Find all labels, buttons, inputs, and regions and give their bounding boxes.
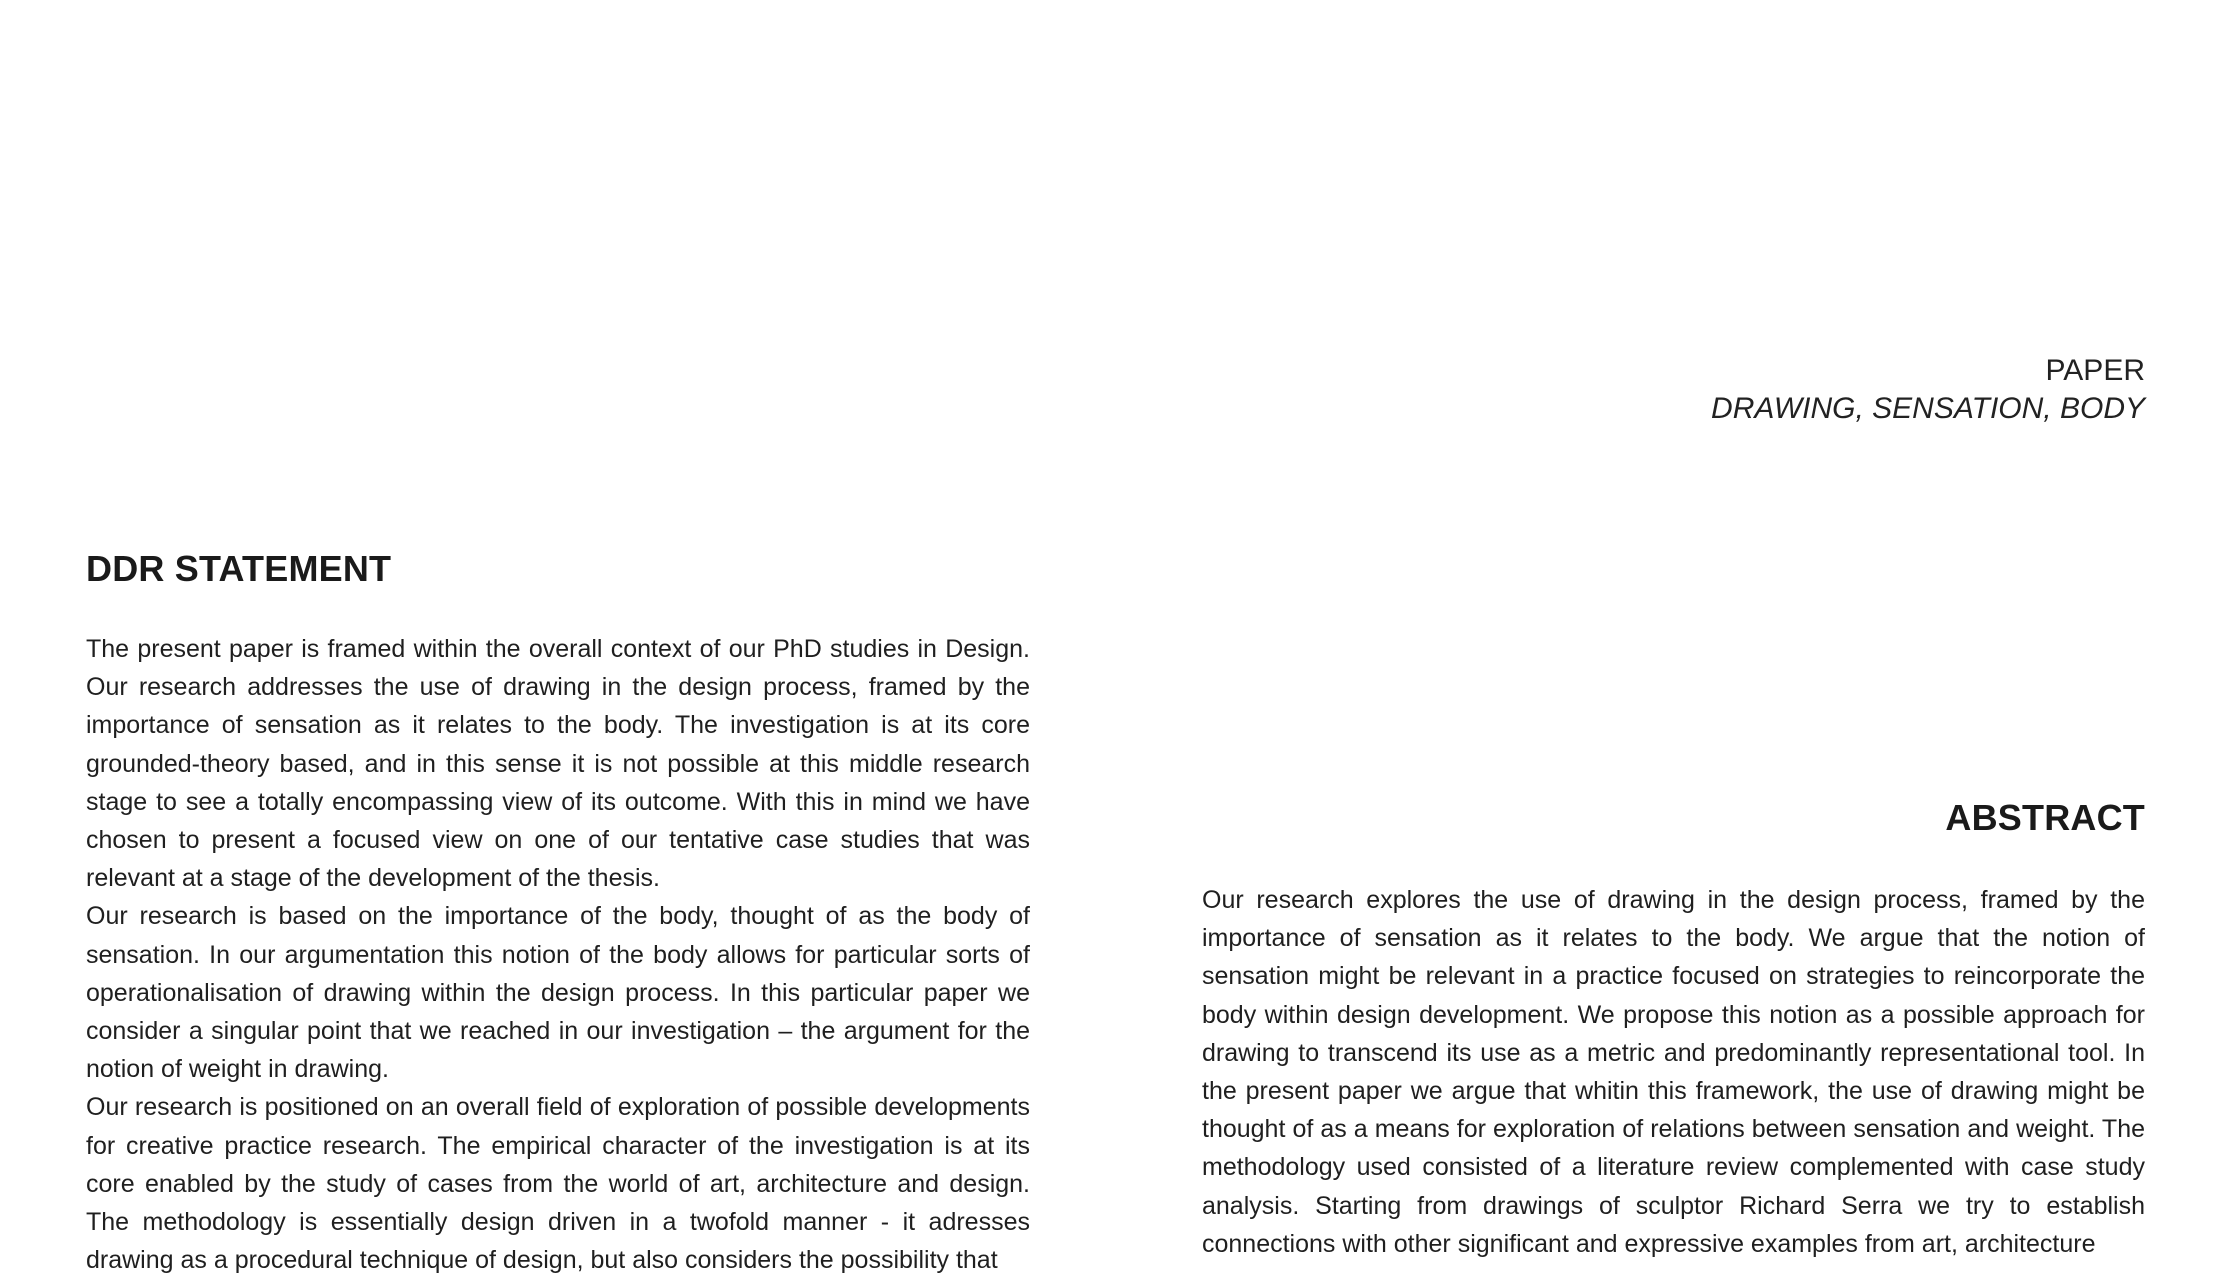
paper-label: PAPER (2045, 354, 2145, 387)
abstract-section (1202, 797, 2145, 1263)
ddr-statement-body (86, 630, 1030, 1279)
ddr-paragraph-2: Our research is based on the importance of the body, thought of as the body of sensation. In our argumentation this notion of the body allows for particular sorts of operationalisation of drawing within the design process. In this particular paper we consider a singular point that we reached in our investigation – the argument for the notion of weight in drawing. (86, 902, 1030, 1084)
paper-header (1711, 352, 2145, 428)
abstract-heading: ABSTRACT (1945, 797, 2145, 838)
ddr-statement-section (86, 548, 1030, 1279)
abstract-body (1202, 881, 2145, 1263)
abstract-paragraph-1: Our research explores the use of drawing in the design process, framed by the importance of sensation as it relates to the body. We argue that the notion of sensation might be relevant in a practice focused on strategies to reincorporate the body within design development. We propose this notion as a possible approach for drawing to transcend its use as a metric and predominantly representational tool. In the present paper we argue that whitin this framework, the use of drawing might be thought of as a means for exploration of relations between sensation and weight. The methodology used consisted of a literature review complemented with case study analysis. Starting from drawings of sculptor Richard Serra we try to establish connections with other significant and expressive examples from art, architecture (1202, 886, 2145, 1258)
ddr-paragraph-3: Our research is positioned on an overall field of exploration of possible developments for creative practice research. The empirical character of the investigation is at its core enabled by the study of cases from the world of art, architecture and design. The methodology is essentially design driven in a twofold manner - it adresses drawing as a procedural technique of design, but also considers the possibility that (86, 1093, 1030, 1275)
ddr-statement-heading: DDR STATEMENT (86, 548, 392, 589)
paper-subtitle: DRAWING, SENSATION, BODY (1711, 392, 2145, 425)
ddr-paragraph-1: The present paper is framed within the overall context of our PhD studies in Design. Our research addresses the use of drawing in the design process, framed by the importance of sensation as it relates to the body. The investigation is at its core grounded-theory based, and in this sense it is not possible at this middle research stage to see a totally encompassing view of its outcome. With this in mind we have chosen to present a focused view on one of our tentative case studies that was relevant at a stage of the development of the thesis. (86, 635, 1030, 893)
